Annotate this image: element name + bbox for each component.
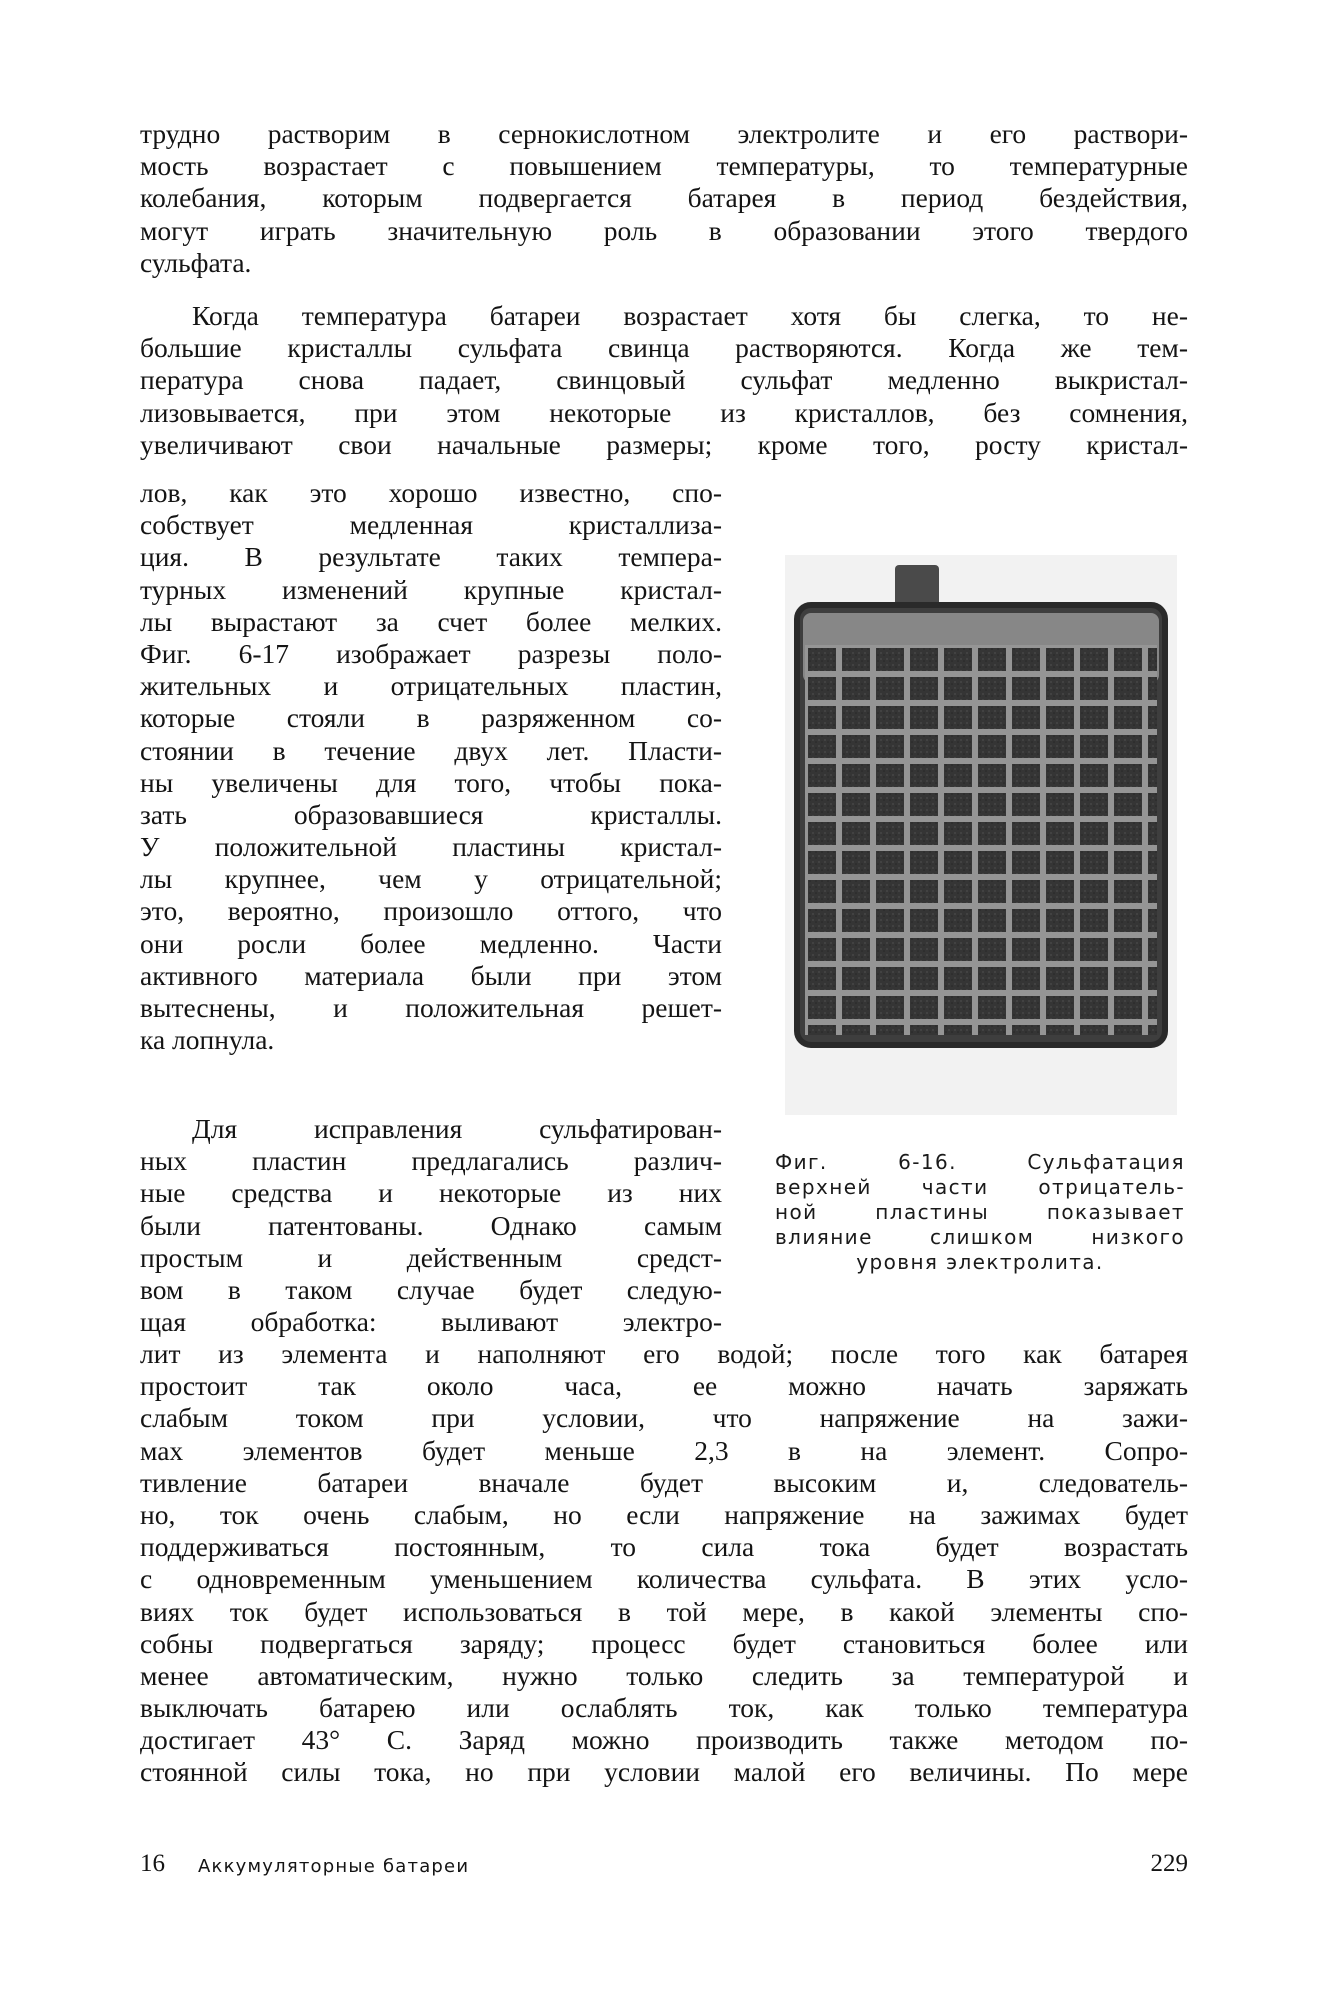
paragraph-1 — [140, 118, 1188, 279]
text-line: сульфата. — [140, 246, 252, 278]
text-line: собны подвергаться заряду; процесс будет становиться более или — [140, 1627, 1188, 1659]
text-line: У положительной пластины кристал- — [140, 831, 722, 863]
text-line: которые стояли в разряженном со- — [140, 702, 722, 734]
text-line: активного материала были при этом — [140, 959, 722, 991]
page-footer — [140, 1848, 1188, 1882]
text-line: ция. В результате таких темпера- — [140, 541, 722, 573]
text-line: пература снова падает, свинцовый сульфат медленно выкристал- — [140, 364, 1188, 396]
plate-photo — [785, 555, 1177, 1055]
text-line: стоянии в течение двух лет. Пласти- — [140, 734, 722, 766]
text-line: виях ток будет использоваться в той мере, в какой элементы спо- — [140, 1595, 1188, 1627]
caption-line: Фиг. 6-16. Сульфатация — [775, 1150, 1185, 1174]
caption-line: верхней части отрицатель- — [775, 1175, 1185, 1199]
text-line: мость возрастает с повышением температуры, то температурные — [140, 150, 1188, 182]
text-line: турных изменений крупные кристал- — [140, 573, 722, 605]
text-line: тивление батареи вначале будет высоким и, следователь- — [140, 1466, 1188, 1498]
text-line: зать образовавшиеся кристаллы. — [140, 798, 722, 830]
text-line: были патентованы. Однако самым — [140, 1209, 722, 1241]
text-line: они росли более медленно. Части — [140, 927, 722, 959]
text-line: ка лопнула. — [140, 1024, 275, 1056]
text-line: простым и действенным средст- — [140, 1241, 722, 1273]
text-line: поддерживаться постоянным, то сила тока будет возрастать — [140, 1531, 1188, 1563]
text-line: трудно растворим в сернокислотном электролите и его раствори- — [140, 118, 1188, 149]
text-line: большие кристаллы сульфата свинца растворяются. Когда же тем- — [140, 332, 1188, 364]
caption-line: влияние слишком низкого — [775, 1225, 1185, 1249]
text-line: это, вероятно, произошло оттого, что — [140, 895, 722, 927]
text-line: вом в таком случае будет следую- — [140, 1273, 722, 1305]
signature-number: 16 — [140, 1850, 165, 1877]
text-line: слабым током при условии, что напряжение на зажи- — [140, 1402, 1188, 1434]
text-line: ные средства и некоторые из них — [140, 1177, 722, 1209]
text-line: собствует медленная кристаллиза- — [140, 509, 722, 541]
text-line: лы вырастают за счет более мелких. — [140, 605, 722, 637]
battery-plate-image — [785, 555, 1177, 1115]
page-number: 229 — [1150, 1850, 1188, 1877]
paragraph-3-wide — [140, 1338, 1188, 1789]
text-line: с одновременным уменьшением количества сульфата. В этих усло- — [140, 1563, 1188, 1595]
caption-line: уровня электролита. — [856, 1250, 1104, 1274]
text-line: но, ток очень слабым, но если напряжение на зажимах будет — [140, 1498, 1188, 1530]
text-line: вытеснены, и положительная решет- — [140, 992, 722, 1023]
text-line: Фиг. 6-17 изображает разрезы поло- — [140, 637, 722, 669]
text-line: Когда температура батареи возрастает хотя бы слегка, то не- — [192, 300, 1188, 331]
text-line: менее автоматическим, нужно только следить за температурой и — [140, 1659, 1188, 1691]
text-line: лизовывается, при этом некоторые из кристаллов, без сомнения, — [140, 396, 1188, 428]
text-line: Для исправления сульфатирован- — [192, 1113, 722, 1144]
text-line: могут играть значительную роль в образовании этого твердого — [140, 214, 1188, 246]
text-line: достигает 43° С. Заряд можно производить также методом по- — [140, 1724, 1188, 1756]
text-line: простоит так около часа, ее можно начать заряжать — [140, 1370, 1188, 1402]
figure-6-16 — [775, 535, 1185, 1095]
signature-title: Аккумуляторные батареи — [198, 1856, 470, 1877]
caption-line: ной пластины показывает — [775, 1200, 1185, 1224]
paragraph-3-narrow — [140, 1113, 722, 1338]
text-line: щая обработка: выливают электро- — [140, 1306, 722, 1338]
figure-caption — [775, 1150, 1185, 1275]
paragraph-2-wide — [140, 300, 1188, 461]
text-line: увеличивают свои начальные размеры; кроме того, росту кристал- — [140, 428, 1188, 460]
text-line: колебания, которым подвергается батарея в период бездействия, — [140, 182, 1188, 214]
text-line: мах элементов будет меньше 2,3 в на элемент. Сопро- — [140, 1434, 1188, 1466]
text-line: ны увеличены для того, чтобы пока- — [140, 766, 722, 798]
text-line: ных пластин предлагались различ- — [140, 1145, 722, 1177]
text-line: лит из элемента и наполняют его водой; после того как батарея — [140, 1338, 1188, 1369]
text-line: выключать батарею или ослаблять ток, как только температура — [140, 1692, 1188, 1724]
paragraph-2-narrow — [140, 477, 722, 1056]
text-line: лы крупнее, чем у отрицательной; — [140, 863, 722, 895]
text-line: жительных и отрицательных пластин, — [140, 670, 722, 702]
text-line: лов, как это хорошо известно, спо- — [140, 477, 722, 508]
text-line: стоянной силы тока, но при условии малой его величины. По мере — [140, 1756, 1188, 1788]
